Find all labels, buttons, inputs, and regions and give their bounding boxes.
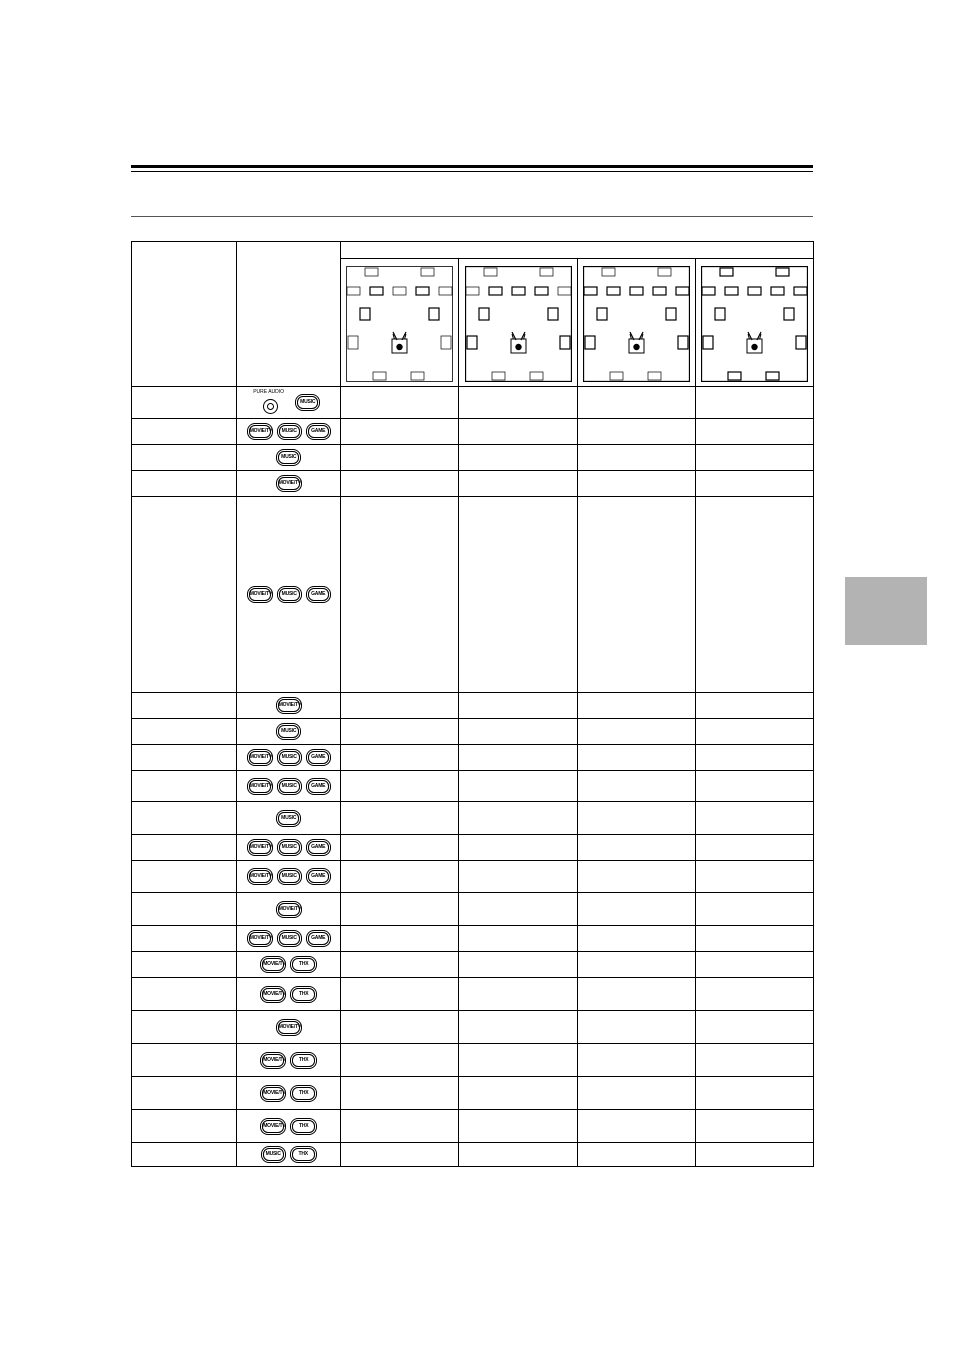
table-row: [132, 497, 814, 693]
movie-tv-button-icon: MOVIE/TV: [249, 425, 271, 438]
movie-tv-button-icon: MOVIE/TV: [262, 988, 284, 1001]
layout-3-availability-cell: [577, 497, 695, 693]
pure-audio-label: PURE AUDIO: [253, 388, 285, 395]
mode-buttons-cell: [237, 1077, 341, 1110]
game-button-icon: GAME: [308, 588, 329, 601]
front-high-right-speaker: [776, 268, 789, 276]
rear-right-speaker: [560, 336, 570, 349]
mode-buttons-cell: [237, 719, 341, 745]
layout-4-availability-cell: [695, 1143, 813, 1167]
surround-right-speaker: [429, 308, 439, 320]
layout-2-availability-cell: [459, 978, 577, 1011]
mode-name-cell: [132, 952, 237, 978]
surround-back-right-speaker: [411, 372, 424, 380]
layout-2-availability-cell: [459, 1077, 577, 1110]
front-right-speaker: [653, 287, 666, 295]
movie-tv-button-icon: MOVIE/TV: [262, 1087, 284, 1100]
mode-name-cell: [132, 387, 237, 419]
game-button-icon: GAME: [308, 751, 329, 764]
mode-buttons-cell: [237, 497, 341, 693]
mode-buttons-cell: [237, 693, 341, 719]
mode-buttons-cell: [237, 445, 341, 471]
layout-3-availability-cell: [577, 1077, 695, 1110]
front-high-left-speaker: [365, 268, 378, 276]
layout-4-availability-cell: [695, 1077, 813, 1110]
table-row: [132, 1044, 814, 1077]
front-left-speaker: [607, 287, 620, 295]
mode-buttons-cell: [237, 802, 341, 835]
surround-left-speaker: [597, 308, 607, 320]
surround-right-speaker: [548, 308, 558, 320]
rear-left-speaker: [703, 336, 713, 349]
mode-name-cell: [132, 771, 237, 802]
layout-4-availability-cell: [695, 802, 813, 835]
music-button-icon: MUSIC: [279, 751, 300, 764]
rear-right-speaker: [441, 336, 451, 349]
front-right-speaker: [535, 287, 548, 295]
mode-name-cell: [132, 1077, 237, 1110]
mode-buttons-cell: [237, 952, 341, 978]
mode-buttons-cell: [237, 835, 341, 861]
mode-name-cell: [132, 471, 237, 497]
thx-button-icon: THX: [292, 1087, 315, 1100]
mode-name-cell: [132, 693, 237, 719]
layout-2-availability-cell: [459, 419, 577, 445]
rear-left-speaker: [467, 336, 477, 349]
layout-4-availability-cell: [695, 835, 813, 861]
mode-buttons-cell: [237, 861, 341, 893]
thx-button-icon: THX: [292, 1054, 315, 1067]
front-wide-left-speaker: [347, 287, 360, 295]
layout-2-availability-cell: [459, 1011, 577, 1044]
layout-2-availability-cell: [459, 952, 577, 978]
movie-tv-button-icon: MOVIE/TV: [262, 958, 284, 971]
surround-left-speaker: [360, 308, 370, 320]
layout-1-availability-cell: [341, 445, 459, 471]
layout-2-availability-cell: [459, 926, 577, 952]
table-row: [132, 1011, 814, 1044]
mode-buttons-cell: [237, 387, 341, 419]
layout-3-availability-cell: [577, 387, 695, 419]
front-wide-right-speaker: [676, 287, 689, 295]
center-speaker: [748, 287, 761, 295]
pure-audio-knob-icon: [263, 399, 278, 414]
table-row: [132, 471, 814, 497]
game-button-icon: GAME: [308, 932, 329, 945]
game-button-icon: GAME: [308, 870, 329, 883]
layout-2-availability-cell: [459, 387, 577, 419]
movie-tv-button-icon: MOVIE/TV: [249, 751, 271, 764]
music-button-icon: MUSIC: [279, 932, 300, 945]
speaker-layout-4: [695, 259, 813, 387]
movie-tv-button-icon: MOVIE/TV: [262, 1120, 284, 1133]
surround-back-left-speaker: [373, 372, 386, 380]
front-left-speaker: [489, 287, 502, 295]
layout-1-availability-cell: [341, 1143, 459, 1167]
mode-name-cell: [132, 497, 237, 693]
layout-1-availability-cell: [341, 893, 459, 926]
layout-2-availability-cell: [459, 1044, 577, 1077]
front-wide-right-speaker: [558, 287, 571, 295]
front-high-left-speaker: [484, 268, 497, 276]
mode-buttons-cell: [237, 771, 341, 802]
speaker-layout-diagram: [346, 266, 453, 382]
music-button-icon: MUSIC: [279, 870, 300, 883]
table-row: [132, 1143, 814, 1167]
header-mode-column: [132, 242, 237, 387]
mode-name-cell: [132, 835, 237, 861]
surround-left-speaker: [715, 308, 725, 320]
center-speaker: [512, 287, 525, 295]
layout-3-availability-cell: [577, 926, 695, 952]
front-high-right-speaker: [421, 268, 434, 276]
layout-3-availability-cell: [577, 719, 695, 745]
movie-tv-button-icon: MOVIE/TV: [249, 780, 271, 793]
layout-2-availability-cell: [459, 497, 577, 693]
layout-4-availability-cell: [695, 1110, 813, 1143]
speaker-layout-diagram: [701, 266, 808, 382]
mode-name-cell: [132, 745, 237, 771]
table-row: [132, 978, 814, 1011]
layout-1-availability-cell: [341, 952, 459, 978]
surround-back-right-speaker: [530, 372, 543, 380]
layout-1-availability-cell: [341, 693, 459, 719]
layout-1-availability-cell: [341, 926, 459, 952]
layout-2-availability-cell: [459, 861, 577, 893]
table-header-row-1: [132, 242, 814, 259]
surround-right-speaker: [666, 308, 676, 320]
mode-name-cell: [132, 1011, 237, 1044]
layout-3-availability-cell: [577, 835, 695, 861]
layout-3-availability-cell: [577, 693, 695, 719]
mode-name-cell: [132, 926, 237, 952]
layout-4-availability-cell: [695, 952, 813, 978]
layout-3-availability-cell: [577, 1011, 695, 1044]
layout-4-availability-cell: [695, 471, 813, 497]
surround-left-speaker: [479, 308, 489, 320]
music-button-icon: MUSIC: [279, 841, 300, 854]
movie-tv-button-icon: MOVIE/TV: [278, 903, 300, 916]
layout-3-availability-cell: [577, 419, 695, 445]
speaker-layout-diagram: [465, 266, 572, 382]
center-speaker: [630, 287, 643, 295]
layout-1-availability-cell: [341, 1011, 459, 1044]
layout-1-availability-cell: [341, 745, 459, 771]
front-high-right-speaker: [658, 268, 671, 276]
movie-tv-button-icon: MOVIE/TV: [262, 1054, 284, 1067]
mode-name-cell: [132, 978, 237, 1011]
movie-tv-button-icon: MOVIE/TV: [249, 870, 271, 883]
mode-buttons-cell: [237, 1110, 341, 1143]
layout-3-availability-cell: [577, 802, 695, 835]
layout-3-availability-cell: [577, 445, 695, 471]
room-outline: [347, 267, 453, 382]
front-right-speaker: [771, 287, 784, 295]
layout-1-availability-cell: [341, 387, 459, 419]
movie-tv-button-icon: MOVIE/TV: [278, 477, 300, 490]
mode-buttons-cell: [237, 471, 341, 497]
music-button-icon: MUSIC: [279, 780, 300, 793]
layout-4-availability-cell: [695, 861, 813, 893]
mode-name-cell: [132, 419, 237, 445]
layout-2-availability-cell: [459, 1143, 577, 1167]
surround-back-left-speaker: [492, 372, 505, 380]
mode-name-cell: [132, 1110, 237, 1143]
speaker-layout-2: [459, 259, 577, 387]
mode-name-cell: [132, 893, 237, 926]
mode-name-cell: [132, 861, 237, 893]
listening-mode-table: [131, 241, 814, 1167]
speaker-layout-3: [577, 259, 695, 387]
chapter-side-tab: [845, 577, 927, 645]
table-row: [132, 861, 814, 893]
music-button-icon: MUSIC: [278, 812, 299, 825]
front-wide-left-speaker: [466, 287, 479, 295]
layout-4-availability-cell: [695, 1011, 813, 1044]
surround-right-speaker: [784, 308, 794, 320]
thx-button-icon: THX: [292, 1120, 315, 1133]
front-high-left-speaker: [720, 268, 733, 276]
rear-left-speaker: [348, 336, 358, 349]
layout-3-availability-cell: [577, 978, 695, 1011]
layout-2-availability-cell: [459, 802, 577, 835]
layout-3-availability-cell: [577, 952, 695, 978]
mode-name-cell: [132, 802, 237, 835]
header-speaker-layout-group: [341, 242, 814, 259]
layout-2-availability-cell: [459, 771, 577, 802]
layout-2-availability-cell: [459, 445, 577, 471]
game-button-icon: GAME: [308, 841, 329, 854]
layout-4-availability-cell: [695, 419, 813, 445]
table-row: [132, 802, 814, 835]
header-rule-thin: [131, 171, 813, 172]
layout-1-availability-cell: [341, 771, 459, 802]
header-rule-thick: [131, 165, 813, 168]
front-left-speaker: [725, 287, 738, 295]
layout-4-availability-cell: [695, 445, 813, 471]
section-rule: [131, 216, 813, 217]
rear-left-speaker: [585, 336, 595, 349]
surround-back-left-speaker: [610, 372, 623, 380]
front-wide-left-speaker: [584, 287, 597, 295]
table-row: [132, 1077, 814, 1110]
table-row: [132, 419, 814, 445]
mode-buttons-cell: [237, 419, 341, 445]
layout-4-availability-cell: [695, 978, 813, 1011]
layout-1-availability-cell: [341, 1077, 459, 1110]
table-row: [132, 893, 814, 926]
layout-1-availability-cell: [341, 978, 459, 1011]
music-button-icon: MUSIC: [278, 725, 299, 738]
table-row: [132, 745, 814, 771]
table-row: [132, 1110, 814, 1143]
thx-button-icon: THX: [292, 958, 315, 971]
movie-tv-button-icon: MOVIE/TV: [249, 841, 271, 854]
layout-3-availability-cell: [577, 861, 695, 893]
layout-3-availability-cell: [577, 1143, 695, 1167]
layout-2-availability-cell: [459, 693, 577, 719]
layout-1-availability-cell: [341, 497, 459, 693]
layout-1-availability-cell: [341, 1110, 459, 1143]
music-button-icon: MUSIC: [278, 451, 299, 464]
layout-2-availability-cell: [459, 1110, 577, 1143]
layout-4-availability-cell: [695, 771, 813, 802]
layout-1-availability-cell: [341, 1044, 459, 1077]
surround-back-right-speaker: [648, 372, 661, 380]
game-button-icon: GAME: [308, 425, 329, 438]
thx-button-icon: THX: [292, 988, 315, 1001]
rear-right-speaker: [678, 336, 688, 349]
layout-2-availability-cell: [459, 835, 577, 861]
music-button-icon: MUSIC: [279, 425, 300, 438]
mode-buttons-cell: [237, 1143, 341, 1167]
mode-buttons-cell: [237, 978, 341, 1011]
front-high-right-speaker: [540, 268, 553, 276]
front-wide-left-speaker: [702, 287, 715, 295]
center-speaker: [393, 287, 406, 295]
layout-4-availability-cell: [695, 387, 813, 419]
mode-name-cell: [132, 1143, 237, 1167]
table-row: [132, 445, 814, 471]
layout-2-availability-cell: [459, 719, 577, 745]
table-row: [132, 387, 814, 419]
mode-buttons-cell: [237, 1011, 341, 1044]
layout-2-availability-cell: [459, 471, 577, 497]
layout-2-availability-cell: [459, 745, 577, 771]
front-wide-right-speaker: [794, 287, 807, 295]
room-outline: [701, 267, 807, 382]
layout-1-availability-cell: [341, 802, 459, 835]
table-row: [132, 771, 814, 802]
layout-3-availability-cell: [577, 771, 695, 802]
layout-3-availability-cell: [577, 471, 695, 497]
movie-tv-button-icon: MOVIE/TV: [249, 588, 271, 601]
layout-1-availability-cell: [341, 719, 459, 745]
table-row: [132, 693, 814, 719]
mode-buttons-cell: [237, 745, 341, 771]
room-outline: [583, 267, 689, 382]
layout-3-availability-cell: [577, 1044, 695, 1077]
layout-4-availability-cell: [695, 745, 813, 771]
layout-3-availability-cell: [577, 893, 695, 926]
movie-tv-button-icon: MOVIE/TV: [249, 932, 271, 945]
music-button-icon: MUSIC: [263, 1148, 284, 1161]
layout-1-availability-cell: [341, 861, 459, 893]
layout-3-availability-cell: [577, 1110, 695, 1143]
thx-button-icon: THX: [292, 1148, 315, 1161]
front-left-speaker: [370, 287, 383, 295]
movie-tv-button-icon: MOVIE/TV: [278, 1021, 300, 1034]
table-row: [132, 835, 814, 861]
layout-1-availability-cell: [341, 835, 459, 861]
table-row: [132, 952, 814, 978]
front-wide-right-speaker: [439, 287, 452, 295]
surround-back-left-speaker: [728, 372, 741, 380]
front-right-speaker: [416, 287, 429, 295]
table-row: [132, 719, 814, 745]
mode-buttons-cell: [237, 926, 341, 952]
speaker-layout-1: [341, 259, 459, 387]
movie-tv-button-icon: MOVIE/TV: [278, 699, 300, 712]
layout-4-availability-cell: [695, 693, 813, 719]
mode-name-cell: [132, 445, 237, 471]
layout-4-availability-cell: [695, 497, 813, 693]
music-button-icon: MUSIC: [297, 396, 318, 409]
table-row: [132, 926, 814, 952]
layout-4-availability-cell: [695, 1044, 813, 1077]
mode-buttons-cell: [237, 1044, 341, 1077]
layout-4-availability-cell: [695, 926, 813, 952]
room-outline: [465, 267, 571, 382]
layout-4-availability-cell: [695, 719, 813, 745]
layout-1-availability-cell: [341, 419, 459, 445]
layout-4-availability-cell: [695, 893, 813, 926]
front-high-left-speaker: [602, 268, 615, 276]
surround-back-right-speaker: [766, 372, 779, 380]
pure-audio-button-icon: [253, 388, 291, 415]
mode-name-cell: [132, 719, 237, 745]
mode-buttons-cell: [237, 893, 341, 926]
rear-right-speaker: [796, 336, 806, 349]
mode-name-cell: [132, 1044, 237, 1077]
layout-3-availability-cell: [577, 745, 695, 771]
layout-1-availability-cell: [341, 471, 459, 497]
music-button-icon: MUSIC: [279, 588, 300, 601]
game-button-icon: GAME: [308, 780, 329, 793]
layout-2-availability-cell: [459, 893, 577, 926]
speaker-layout-diagram: [583, 266, 690, 382]
header-button-column: [237, 242, 341, 387]
